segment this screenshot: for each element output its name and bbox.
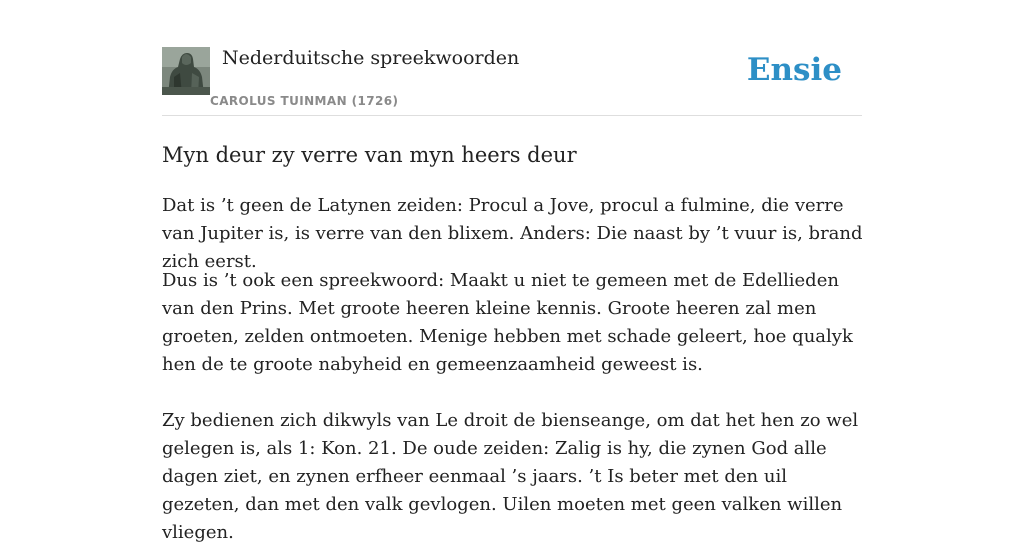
entry-paragraph: Zy bedienen zich dikwyls van Le droit de bienseange, om dat het hen zo wel gelegen is, als 1: Kon. 21. De oude zeiden: Zalig is hy, die zynen God alle dagen ziet, en zynen erfheer eenmaal ’s jaars. ’t Is beter met den uil gezeten, dan met den valk gevlogen. Uilen moeten met geen valken willen vliegen. — [162, 410, 859, 543]
ensie-logo[interactable]: Ensie — [746, 52, 842, 88]
entry-paragraph: Dat is ’t geen de Latynen zeiden: Procul a Jove, procul a fulmine, die verre van Jupiter is, is verre van den blixem. Anders: Die naast by ’t vuur is, brand zich eerst. — [162, 195, 863, 272]
source-header — [162, 0, 862, 116]
entry-title: Myn deur zy verre van myn heers deur — [162, 143, 577, 167]
source-title[interactable]: Nederduitsche spreekwoorden — [222, 47, 520, 69]
author-portrait[interactable] — [162, 47, 210, 95]
statue-image-icon — [162, 47, 210, 95]
source-author[interactable]: CAROLUS TUINMAN (1726) — [210, 94, 399, 108]
entry-paragraph: Dus is ’t ook een spreekwoord: Maakt u niet te gemeen met de Edellieden van den Prins. Met groote heeren kleine kennis. Groote heeren zal men groeten, zelden ontmoeten. Menige hebben met schade geleert, hoe qualyk hen de te groote nabyheid en gemeenzaamheid geweest is. — [162, 270, 853, 375]
content-column — [162, 0, 863, 543]
